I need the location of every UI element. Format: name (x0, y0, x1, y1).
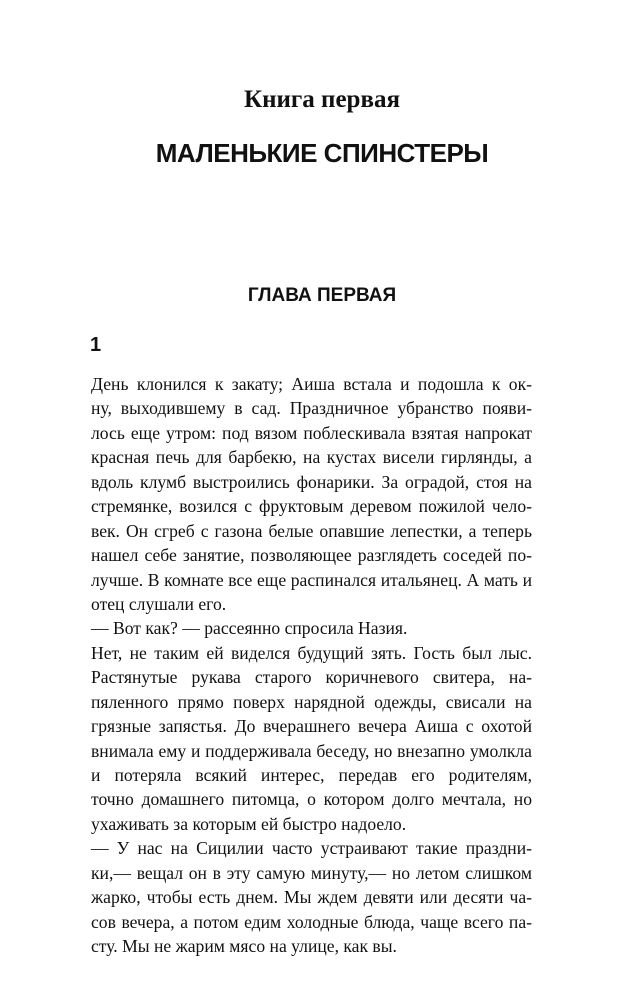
text-line: ну, выходившему в сад. Праздничное убранство появи- (91, 398, 532, 419)
text-line: День клонился к закату; Аиша встала и подошла к ок- (91, 374, 532, 394)
text-line: ухаживать за которым ей быстро надоело. (91, 813, 407, 834)
text-line: век. Он сгреб с газона белые опавшие лепестки, а теперь (91, 520, 532, 541)
text-line: жарко, чтобы есть днем. Мы ждем девяти или десяти ча- (91, 887, 532, 908)
text-line: точно домашнего питомца, о котором долго мечтала, но (91, 789, 532, 810)
text-line: Растянутые рукава старого коричневого свитера, на- (91, 667, 532, 688)
text-line: сту. Мы не жарим мясо на улице, как вы. (91, 936, 397, 957)
text-line: грязные запястья. До вчерашнего вечера Аиша с охотой (91, 716, 532, 737)
book-subtitle: МАЛЕНЬКИЕ СПИНСТЕРЫ (155, 138, 489, 168)
text-line: и потеряла всякий интерес, передав его родителям, (91, 765, 532, 785)
book-title: Книга первая (244, 86, 400, 113)
text-line: пяленного прямо поверх нарядной одежды, свисали на (91, 691, 532, 712)
chapter-title: ГЛАВА ПЕРВАЯ (247, 285, 397, 306)
text-line: вдоль клумб выстроились фонарики. За оградой, стоя на (91, 471, 532, 492)
text-line: стремянке, возился с фруктовым деревом пожилой чело- (91, 496, 532, 517)
text-line: ки,— вещал он в эту самую минуту,— но летом слишком (91, 862, 532, 883)
text-line: лось еще утром: под вязом поблескивала взятая напрокат (91, 422, 532, 443)
text-line: отец слушали его. (91, 593, 227, 614)
text-line: нашел себе занятие, позволяющее разглядеть соседей по- (91, 545, 532, 566)
section-number: 1 (90, 334, 102, 356)
text-line: Нет, не таким ей виделся будущий зять. Гость был лыс. (91, 642, 532, 663)
text-line: красная печь для барбекю, на кустах висели гирлянды, а (91, 447, 532, 468)
text-line: сов вечера, а потом едим холодные блюда, чаще всего па- (91, 911, 532, 932)
body-text (91, 372, 532, 959)
text-line: — Вот как? — рассеянно спросила Назия. (91, 618, 408, 639)
text-line: внимала ему и поддерживала беседу, но внезапно умолкла (91, 740, 532, 761)
text-line: — У нас на Сицилии часто устраивают такие праздни- (91, 838, 532, 859)
text-line: лучше. В комнате все еще распинался итальянец. А мать и (91, 569, 532, 590)
